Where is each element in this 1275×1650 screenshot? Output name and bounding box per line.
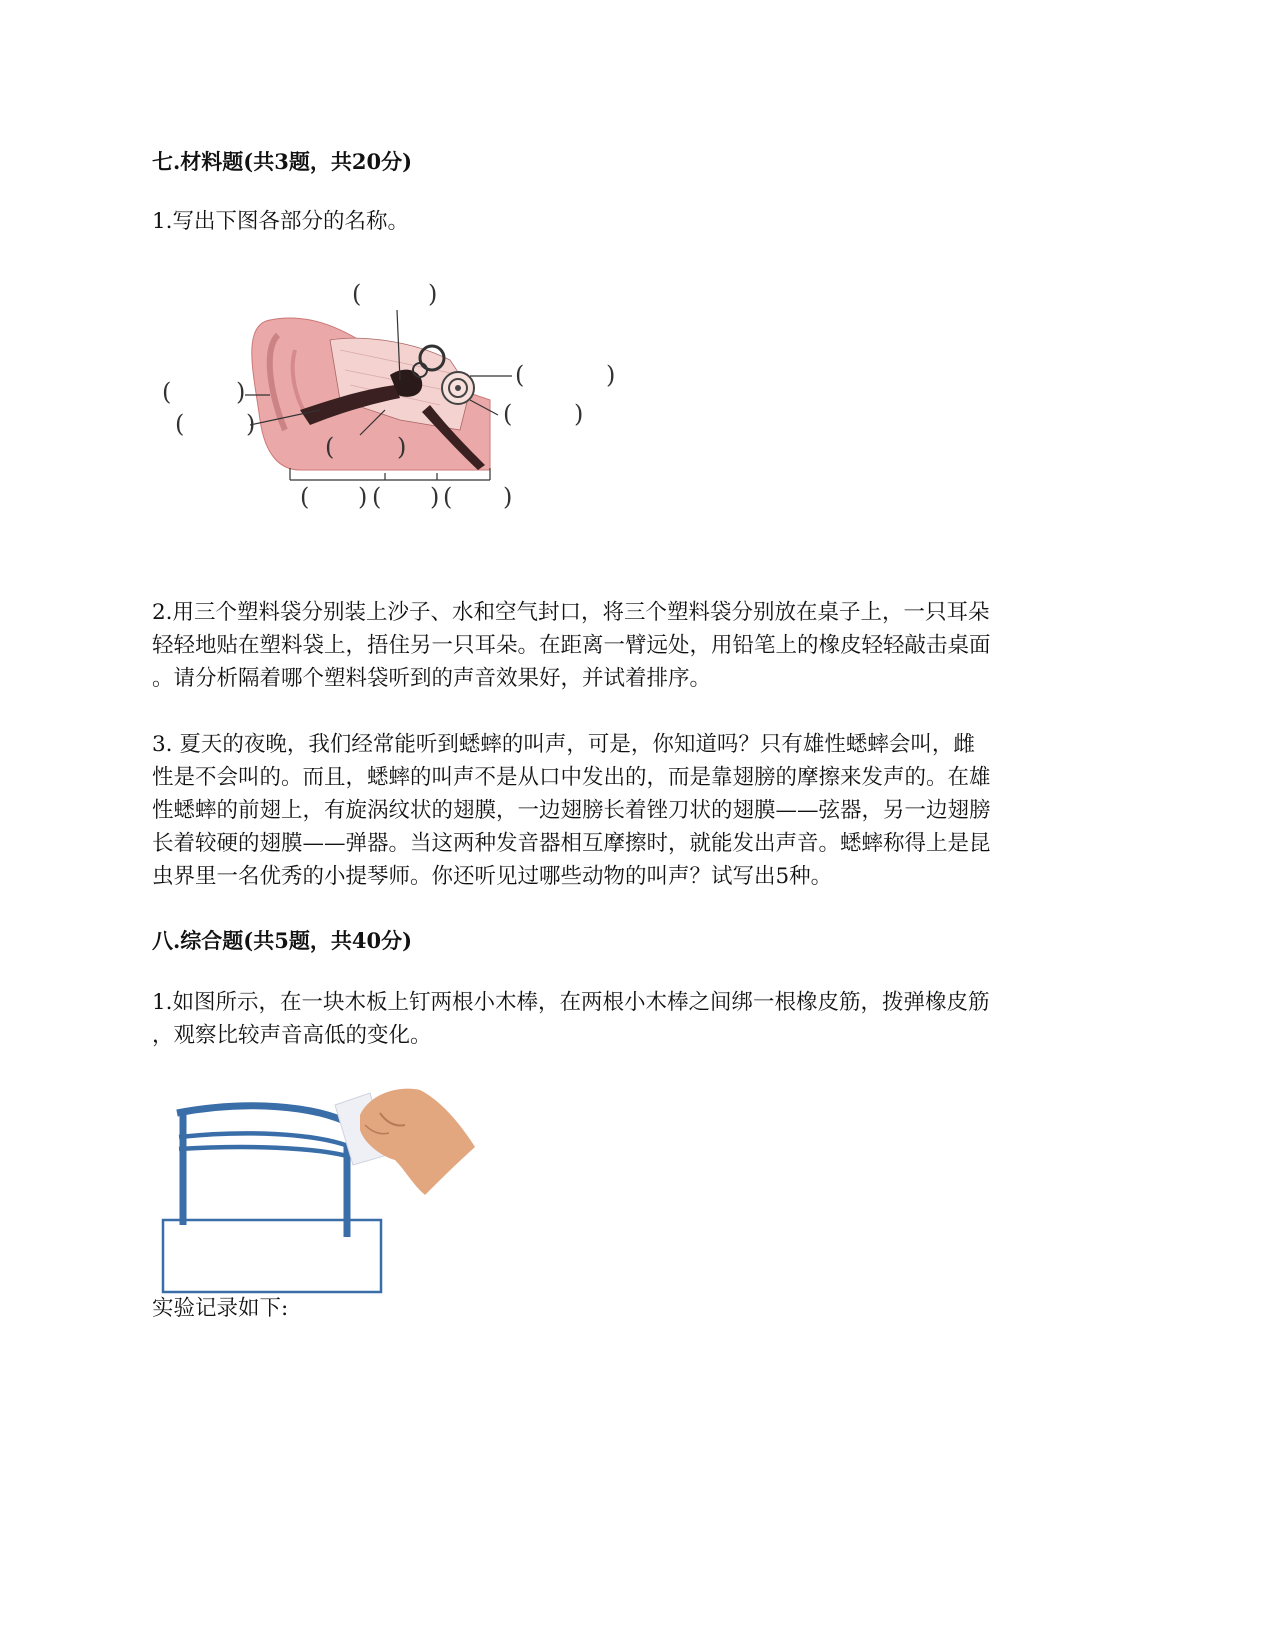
question-8-1-line: ，观察比较声音高低的变化。 bbox=[152, 1023, 432, 1048]
blank-left1-close: ) bbox=[236, 378, 246, 406]
question-7-2-line: 2.用三个塑料袋分别装上沙子、水和空气封口，将三个塑料袋分别放在桌子上，一只耳朵 bbox=[152, 600, 990, 625]
blank-right2-close: ) bbox=[574, 400, 584, 428]
rubber-band-figure bbox=[155, 1085, 495, 1300]
blank-right2-open: ( bbox=[503, 400, 513, 428]
blank-bottom2-open: ( bbox=[372, 483, 382, 511]
question-7-2-line: 。请分析隔着哪个塑料袋听到的声音效果好，并试着排序。 bbox=[152, 666, 712, 691]
question-7-3-line: 3. 夏天的夜晚，我们经常能听到蟋蟀的叫声，可是，你知道吗？只有雄性蟋蟀会叫，雌 bbox=[152, 732, 975, 757]
blank-left2-open: ( bbox=[175, 410, 185, 438]
blank-left1-open: ( bbox=[162, 378, 172, 406]
blank-top-close: ) bbox=[428, 280, 438, 308]
blank-bottom2-close: ) bbox=[430, 483, 440, 511]
question-7-3 bbox=[152, 728, 1132, 893]
blank-right1-close: ) bbox=[606, 361, 616, 389]
question-7-2 bbox=[152, 596, 1132, 695]
record-label-text: 实验记录如下: bbox=[152, 1296, 289, 1321]
blank-bottom1-close: ) bbox=[358, 483, 368, 511]
rubber-band bbox=[177, 1106, 353, 1125]
blank-bottom3-open: ( bbox=[443, 483, 453, 511]
blank-bottom1-open: ( bbox=[300, 483, 310, 511]
hand-image bbox=[335, 1089, 475, 1195]
blank-mid-open: ( bbox=[325, 433, 335, 461]
question-7-2-line: 轻轻地贴在塑料袋上，捂住另一只耳朵。在距离一臂远处，用铅笔上的橡皮轻轻敲击桌面 bbox=[152, 633, 991, 658]
blank-right1-open: ( bbox=[515, 361, 525, 389]
question-8-1-line: 1.如图所示，在一块木板上钉两根小木棒，在两根小木棒之间绑一根橡皮筋，拨弹橡皮筋 bbox=[152, 990, 990, 1015]
question-7-1-text: 1.写出下图各部分的名称。 bbox=[152, 209, 410, 234]
section-7-title: 七.材料题(共3题，共20分) bbox=[152, 149, 413, 174]
blank-mid-close: ) bbox=[397, 433, 407, 461]
question-7-3-line: 虫界里一名优秀的小提琴师。你还听见过哪些动物的叫声？试写出5种。 bbox=[152, 864, 833, 889]
question-7-3-line: 长着较硬的翅膜——弹器。当这两种发音器相互摩擦时，就能发出声音。蟋蟀称得上是昆 bbox=[152, 831, 991, 856]
record-label bbox=[152, 1292, 1132, 1325]
rubber-band bbox=[179, 1133, 351, 1147]
question-7-3-line: 性蟋蟀的前翅上，有旋涡纹状的翅膜，一边翅膀长着锉刀状的翅膜——弦器，另一边翅膀 bbox=[152, 798, 991, 823]
question-8-1 bbox=[152, 986, 1132, 1052]
section-8-title: 八.综合题(共5题，共40分) bbox=[152, 928, 413, 953]
rubber-band bbox=[179, 1147, 351, 1157]
blank-left2-close: ) bbox=[246, 410, 256, 438]
ear-anatomy-figure bbox=[160, 280, 630, 520]
blank-top-open: ( bbox=[352, 280, 362, 308]
question-7-3-line: 性是不会叫的。而且，蟋蟀的叫声不是从口中发出的，而是靠翅膀的摩擦来发声的。在雄 bbox=[152, 765, 991, 790]
question-7-1 bbox=[152, 205, 1132, 238]
blank-bottom3-close: ) bbox=[503, 483, 513, 511]
